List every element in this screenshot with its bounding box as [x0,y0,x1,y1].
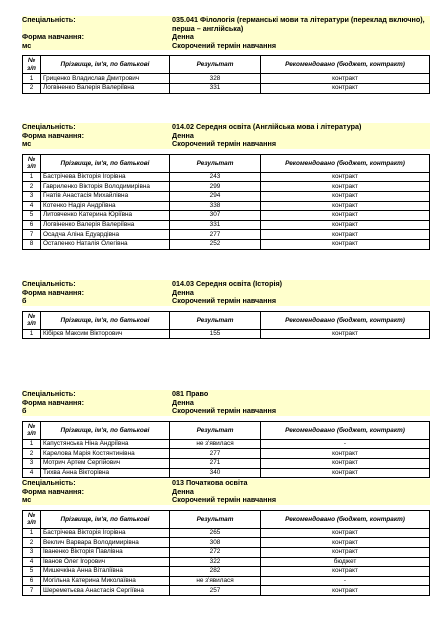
result-value: 252 [170,239,261,249]
applicant-name: Гриценко Владислав Дмитрович [41,74,170,84]
col-name-header: Прізвище, ім'я, по батькові [41,510,170,528]
row-number: 3 [23,458,41,468]
table-row [23,567,430,577]
form-label: Форма навчання: [22,32,84,42]
section-header [22,280,430,306]
row-number: 4 [23,468,41,478]
row-number: 7 [23,586,41,596]
specialty-label: Спеціальність: [22,389,76,398]
recommendation-value: контракт [261,239,430,249]
applicant-name: Мотрич Артем Сергійович [41,458,170,468]
section-header [22,390,430,416]
col-recommendation-header: Рекомендовано (бюджет, контракт) [261,56,430,74]
result-value: 322 [170,557,261,567]
table-row [23,211,430,221]
col-recommendation-header: Рекомендовано (бюджет, контракт) [261,311,430,329]
applicant-name: Гнатів Анастасія Михайлівна [41,191,170,201]
row-number: 6 [23,220,41,230]
recommendation-value: контракт [261,468,430,478]
level-row [22,407,430,416]
result-value: 331 [170,83,261,93]
specialty-label: Спеціальність: [22,478,76,487]
applicant-name: Осадча Аліна Едуардівна [41,230,170,240]
table-row [23,220,430,230]
row-number: 8 [23,239,41,249]
result-value: 331 [170,220,261,230]
row-number: 5 [23,211,41,221]
recommendation-value: контракт [261,449,430,459]
row-number: 7 [23,230,41,240]
row-number: 2 [23,538,41,548]
recommendation-value: бюджет [261,557,430,567]
level-row [22,140,430,149]
result-value: 277 [170,230,261,240]
level-value: мс [22,495,32,505]
col-result-header: Результат [170,510,261,528]
level-value: мс [22,40,32,50]
row-number: 1 [23,172,41,182]
section-header [22,479,430,505]
recommendation-value: контракт [261,329,430,339]
applicant-name: Веклич Варвара Володимирівна [41,538,170,548]
table-row [23,83,430,93]
table-row [23,74,430,84]
col-name-header: Прізвище, ім'я, по батькові [41,56,170,74]
recommendation-value: контракт [261,586,430,596]
recommendation-value: контракт [261,547,430,557]
result-value: 328 [170,74,261,84]
specialty-name: 014.03 Середня освіта (Історія) [172,279,283,288]
col-recommendation-header: Рекомендовано (бюджет, контракт) [261,154,430,172]
applicant-name: Мишечкіна Анна Віталіївна [41,567,170,577]
table-row [23,468,430,478]
results-table [22,510,430,596]
table-row [23,230,430,240]
applicant-name: Кібірєв Максим Вікторович [41,329,170,339]
recommendation-value: контракт [261,528,430,538]
result-value: 308 [170,538,261,548]
level-value: мс [22,139,32,149]
form-label: Форма навчання: [22,287,84,297]
level-row [22,496,430,505]
result-value: 307 [170,211,261,221]
specialty-label: Спеціальність: [22,122,76,131]
col-number-header: № з/п [23,311,41,329]
result-value: не з'явилася [170,439,261,449]
table-row [23,586,430,596]
row-number: 5 [23,567,41,577]
specialty-name: 081 Право [172,389,209,398]
form-value: Денна [172,32,194,42]
table-row [23,172,430,182]
recommendation-value: контракт [261,458,430,468]
result-value: 340 [170,468,261,478]
specialty-name: 035.041 Філологія (германські мови та літератури (переклад включно), перша – англійська) [172,15,425,33]
row-number: 2 [23,449,41,459]
applicant-name: Бастрічева Вікторія Ігорівна [41,172,170,182]
recommendation-value: контракт [261,201,430,211]
applicant-name: Котенко Надія Андріївна [41,201,170,211]
applicant-name: Остапенко Наталія Олегівна [41,239,170,249]
applicant-name: Шереметьєва Анастасія Сергіївна [41,586,170,596]
recommendation-value: контракт [261,567,430,577]
form-label: Форма навчання: [22,486,84,496]
row-number: 6 [23,576,41,586]
results-table [22,55,430,93]
specialty-section [22,123,430,250]
form-label: Форма навчання: [22,130,84,140]
specialty-label: Спеціальність: [22,15,76,24]
term-value: Скорочений термін навчання [172,40,277,50]
result-value: 294 [170,191,261,201]
form-value: Денна [172,130,194,140]
table-header-row [23,510,430,528]
level-value: б [22,296,27,306]
table-row [23,329,430,339]
table-row [23,547,430,557]
recommendation-value: контракт [261,211,430,221]
term-value: Скорочений термін навчання [172,296,277,306]
result-value: 299 [170,182,261,192]
row-number: 3 [23,191,41,201]
table-row [23,528,430,538]
table-row [23,439,430,449]
specialty-name: 014.02 Середня освіта (Англійська мова і література) [172,122,362,131]
applicant-name: Логвіненко Валерія Валеріївна [41,83,170,93]
row-number: 4 [23,557,41,567]
col-number-header: № з/п [23,421,41,439]
results-table [22,311,430,340]
applicant-name: Тихва Анна Вікторівна [41,468,170,478]
specialty-label: Спеціальність: [22,279,76,288]
level-value: б [22,406,27,416]
row-number: 1 [23,74,41,84]
specialty-name: 013 Початкова освіта [172,478,248,487]
form-value: Денна [172,287,194,297]
table-row [23,458,430,468]
specialty-section [22,280,430,339]
table-row [23,557,430,567]
row-number: 3 [23,547,41,557]
result-value: 265 [170,528,261,538]
section-header [22,123,430,149]
level-row [22,297,430,306]
table-row [23,576,430,586]
specialty-section [22,390,430,478]
row-number: 1 [23,439,41,449]
applicant-name: Логвіненко Валерія Валеріївна [41,220,170,230]
result-value: 271 [170,458,261,468]
recommendation-value: контракт [261,83,430,93]
table-row [23,538,430,548]
row-number: 2 [23,83,41,93]
term-value: Скорочений термін навчання [172,139,277,149]
term-value: Скорочений термін навчання [172,406,277,416]
table-header-row [23,154,430,172]
col-result-header: Результат [170,154,261,172]
result-value: 257 [170,586,261,596]
applicant-name: Литовченко Катерина Юріївна [41,211,170,221]
applicant-name: Іванов Олег Ігорович [41,557,170,567]
recommendation-value: - [261,439,430,449]
results-table [22,421,430,478]
col-name-header: Прізвище, ім'я, по батькові [41,311,170,329]
applicant-name: Карелова Марія Костянтинівна [41,449,170,459]
row-number: 1 [23,528,41,538]
applicant-name: Іваненко Вікторія Павлівна [41,547,170,557]
applicant-name: Капустянська Ніна Андріївна [41,439,170,449]
table-header-row [23,311,430,329]
table-row [23,201,430,211]
row-number: 1 [23,329,41,339]
applicant-name: Бастрічева Вікторія Ігорівна [41,528,170,538]
table-row [23,191,430,201]
recommendation-value: контракт [261,220,430,230]
result-value: 338 [170,201,261,211]
specialty-section [22,16,430,94]
col-number-header: № з/п [23,56,41,74]
col-recommendation-header: Рекомендовано (бюджет, контракт) [261,421,430,439]
col-name-header: Прізвище, ім'я, по батькові [41,421,170,439]
applicant-name: Могільна Катерина Миколаївна [41,576,170,586]
section-header [22,16,430,50]
col-number-header: № з/п [23,510,41,528]
recommendation-value: контракт [261,230,430,240]
table-row [23,449,430,459]
recommendation-value: контракт [261,182,430,192]
result-value: 243 [170,172,261,182]
table-row [23,182,430,192]
col-recommendation-header: Рекомендовано (бюджет, контракт) [261,510,430,528]
row-number: 4 [23,201,41,211]
recommendation-value: контракт [261,172,430,182]
recommendation-value: контракт [261,538,430,548]
applicant-name: Гавриленко Вікторія Володимирівна [41,182,170,192]
form-label: Форма навчання: [22,397,84,407]
result-value: 282 [170,567,261,577]
col-result-header: Результат [170,311,261,329]
row-number: 2 [23,182,41,192]
col-result-header: Результат [170,421,261,439]
form-value: Денна [172,486,194,496]
result-value: не з'явилася [170,576,261,586]
table-header-row [23,56,430,74]
recommendation-value: контракт [261,191,430,201]
table-row [23,239,430,249]
level-row [22,42,430,51]
table-header-row [23,421,430,439]
specialty-section [22,479,430,596]
result-value: 155 [170,329,261,339]
results-table [22,154,430,250]
term-value: Скорочений термін навчання [172,495,277,505]
result-value: 272 [170,547,261,557]
col-result-header: Результат [170,56,261,74]
col-name-header: Прізвище, ім'я, по батькові [41,154,170,172]
recommendation-value: контракт [261,74,430,84]
result-value: 277 [170,449,261,459]
specialty-row [22,16,430,33]
form-value: Денна [172,397,194,407]
recommendation-value: - [261,576,430,586]
col-number-header: № з/п [23,154,41,172]
